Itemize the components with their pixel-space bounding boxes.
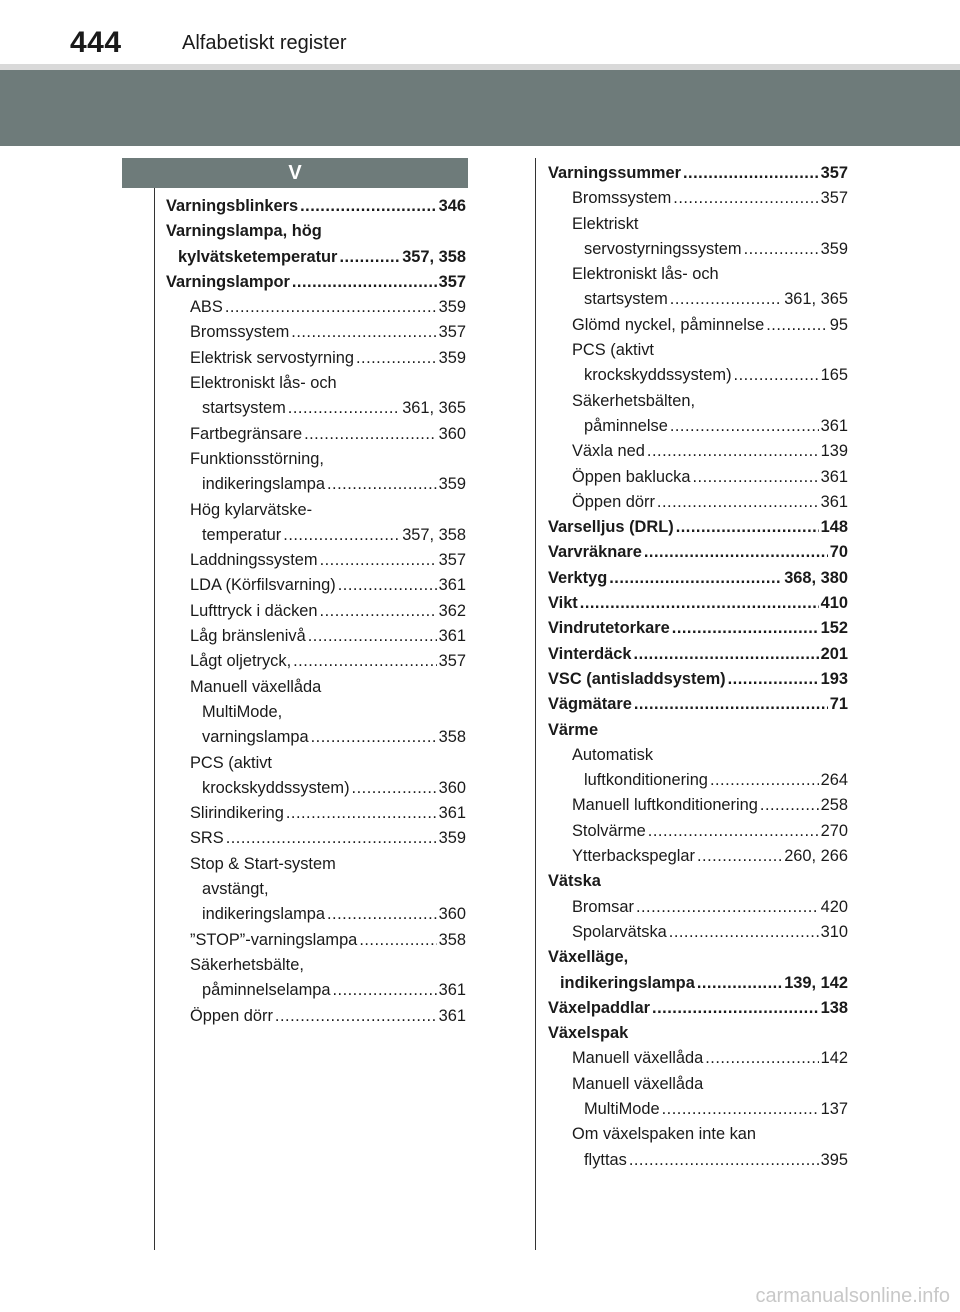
- index-entry: [548, 186, 848, 211]
- leader-dots: [697, 844, 782, 869]
- leader-dots: [634, 642, 819, 667]
- page-reference: 70: [829, 543, 848, 562]
- index-term: MultiMode: [584, 1099, 660, 1118]
- page-reference: 357, 358: [402, 247, 466, 266]
- index-entry: [166, 624, 466, 649]
- page-reference: 357: [820, 164, 848, 182]
- index-term: Elektroniskt lås- och: [572, 265, 719, 284]
- leader-dots: [673, 186, 818, 211]
- leader-dots: [226, 826, 437, 851]
- leader-dots: [308, 624, 437, 649]
- index-entry: [166, 649, 466, 674]
- leader-dots: [634, 692, 828, 717]
- index-entry: [166, 498, 466, 523]
- page-number: 444: [70, 26, 122, 59]
- index-term: Ytterbackspeglar: [572, 847, 695, 866]
- page-reference: 264: [820, 771, 848, 790]
- index-entry: [548, 869, 848, 894]
- index-term: Växla ned: [572, 442, 645, 461]
- page-reference: 395: [820, 1150, 848, 1169]
- index-term: ”STOP”-varningslampa: [190, 930, 358, 949]
- index-term: Värme: [548, 720, 599, 739]
- leader-dots: [697, 971, 782, 996]
- page-reference: 71: [829, 695, 848, 714]
- index-entry: [548, 439, 848, 464]
- index-term: Manuell växellåda: [572, 1074, 704, 1093]
- index-entry: [548, 389, 848, 414]
- index-term: Lågt oljetryck,: [190, 652, 292, 671]
- index-entry: [548, 287, 848, 312]
- page-reference: 270: [820, 821, 848, 840]
- index-entry: [166, 751, 466, 776]
- index-entry: [548, 692, 848, 717]
- page-reference: 361: [438, 981, 466, 1000]
- index-term: Öppen dörr: [572, 492, 655, 511]
- index-term: Varningssummer: [548, 164, 681, 182]
- index-term: Öppen baklucka: [572, 467, 691, 486]
- leader-dots: [327, 472, 437, 497]
- page-reference: 359: [438, 348, 466, 367]
- page-reference: 258: [820, 796, 848, 815]
- index-term: Glömd nyckel, påminnelse: [572, 315, 765, 334]
- index-entry: [548, 667, 848, 692]
- index-term: Laddningssystem: [190, 551, 318, 570]
- index-term: Växelspak: [548, 1024, 629, 1043]
- index-term: Varvräknare: [548, 543, 642, 562]
- page-reference: 201: [820, 644, 848, 663]
- page-reference: 359: [438, 829, 466, 848]
- index-entry: [548, 1148, 848, 1173]
- leader-dots: [275, 1004, 437, 1029]
- index-entry: [548, 768, 848, 793]
- page-reference: 361: [438, 1006, 466, 1025]
- index-term: Bromssystem: [572, 189, 672, 208]
- index-entry: [166, 978, 466, 1003]
- leader-dots: [288, 396, 400, 421]
- index-term: Låg bränslenivå: [190, 627, 306, 646]
- index-term: Spolarvätska: [572, 922, 667, 941]
- leader-dots: [670, 414, 819, 439]
- leader-dots: [352, 776, 437, 801]
- right-index-column: [548, 161, 848, 1173]
- index-entry: [548, 1021, 848, 1046]
- page-reference: 357: [438, 551, 466, 570]
- leader-dots: [648, 819, 819, 844]
- index-entry: [548, 1097, 848, 1122]
- index-entry: [548, 237, 848, 262]
- index-term: Säkerhetsbälte,: [190, 955, 304, 974]
- page-reference: 410: [820, 594, 848, 613]
- leader-dots: [304, 422, 437, 447]
- index-term: Manuell luftkonditionering: [572, 796, 758, 815]
- index-term: Funktionsstörning,: [190, 449, 324, 468]
- index-entry: [548, 945, 848, 970]
- page-reference: 165: [820, 366, 848, 385]
- index-term: Varselljus (DRL): [548, 518, 674, 537]
- page-reference: 357: [820, 189, 848, 208]
- index-entry: [548, 591, 848, 616]
- index-term: Vägmätare: [548, 695, 632, 714]
- index-entry: [166, 826, 466, 851]
- page-reference: 361: [820, 416, 848, 435]
- index-entry: [548, 718, 848, 743]
- index-term: luftkonditionering: [584, 771, 708, 790]
- page-reference: 142: [820, 1049, 848, 1068]
- index-entry: [548, 844, 848, 869]
- index-entry: [548, 642, 848, 667]
- leader-dots: [292, 270, 437, 295]
- page-reference: 361: [438, 627, 466, 646]
- index-entry: [548, 566, 848, 591]
- page-reference: 357: [438, 652, 466, 671]
- leader-dots: [676, 515, 819, 540]
- index-term: Manuell växellåda: [190, 677, 322, 696]
- page-reference: 361: [820, 492, 848, 511]
- leader-dots: [359, 928, 436, 953]
- index-entry: [166, 219, 466, 244]
- page-reference: 358: [438, 930, 466, 949]
- page-reference: 138: [820, 998, 848, 1017]
- index-term: indikeringslampa: [560, 973, 695, 992]
- index-term: Manuell växellåda: [572, 1049, 704, 1068]
- index-term: Vikt: [548, 594, 578, 613]
- page-reference: 148: [820, 518, 848, 537]
- index-term: krockskyddssystem): [202, 778, 350, 797]
- index-entry: [548, 1046, 848, 1071]
- leader-dots: [766, 313, 828, 338]
- leader-dots: [657, 490, 819, 515]
- index-entry: [548, 895, 848, 920]
- index-entry: [166, 422, 466, 447]
- index-term: varningslampa: [202, 728, 309, 747]
- index-term: PCS (aktivt: [572, 341, 654, 360]
- leader-dots: [320, 548, 437, 573]
- index-term: Varningsblinkers: [166, 197, 299, 215]
- left-column-rule: [154, 188, 155, 1250]
- page-reference: 360: [438, 424, 466, 443]
- index-term: LDA (Körfilsvarning): [190, 576, 336, 595]
- leader-dots: [705, 1046, 818, 1071]
- index-entry: [166, 599, 466, 624]
- index-entry: [548, 313, 848, 338]
- leader-dots: [710, 768, 819, 793]
- page-reference: 310: [820, 922, 848, 941]
- index-entry: [166, 396, 466, 421]
- index-entry: [166, 1004, 466, 1029]
- index-term: Stop & Start-system: [190, 854, 336, 873]
- leader-dots: [734, 363, 819, 388]
- leader-dots: [692, 465, 818, 490]
- index-entry: [166, 523, 466, 548]
- index-term: servostyrningssystem: [584, 239, 742, 258]
- index-term: Vindrutetorkare: [548, 619, 670, 638]
- index-term: påminnelselampa: [202, 981, 331, 1000]
- leader-dots: [647, 439, 819, 464]
- index-entry: [166, 675, 466, 700]
- index-entry: [548, 996, 848, 1021]
- page-reference: 95: [829, 315, 848, 334]
- index-term: temperatur: [202, 525, 282, 544]
- index-term: Fartbegränsare: [190, 424, 303, 443]
- index-entry: [548, 1122, 848, 1147]
- index-entry: [548, 490, 848, 515]
- index-entry: [166, 270, 466, 295]
- leader-dots: [652, 996, 819, 1021]
- index-entry: [548, 540, 848, 565]
- page-reference: 420: [820, 897, 848, 916]
- page-reference: 368, 380: [784, 568, 848, 587]
- left-index-column: [166, 194, 466, 1029]
- index-term: Verktyg: [548, 568, 608, 587]
- index-entry: [166, 245, 466, 270]
- index-term: indikeringslampa: [202, 905, 325, 924]
- leader-dots: [286, 801, 437, 826]
- index-entry: [166, 573, 466, 598]
- leader-dots: [225, 295, 437, 320]
- index-term: PCS (aktivt: [190, 753, 272, 772]
- index-term: Elektrisk servostyrning: [190, 348, 354, 367]
- index-term: Vätska: [548, 872, 601, 891]
- leader-dots: [293, 649, 437, 674]
- index-term: Lufttryck i däcken: [190, 601, 318, 620]
- page-reference: 359: [438, 298, 466, 317]
- index-entry: [166, 953, 466, 978]
- page-reference: 360: [438, 778, 466, 797]
- page-reference: 152: [820, 619, 848, 638]
- page-reference: 360: [438, 905, 466, 924]
- index-term: Elektroniskt lås- och: [190, 374, 337, 393]
- index-term: Automatisk: [572, 745, 654, 764]
- index-term: krockskyddssystem): [584, 366, 732, 385]
- index-entry: [166, 295, 466, 320]
- leader-dots: [670, 287, 782, 312]
- index-entry: [166, 852, 466, 877]
- page-reference: 361: [820, 467, 848, 486]
- index-term: MultiMode,: [202, 702, 283, 721]
- index-term: Hög kylarvätske-: [190, 500, 313, 519]
- index-entry: [548, 161, 848, 186]
- index-term: påminnelse: [584, 416, 668, 435]
- leader-dots: [300, 194, 437, 219]
- leader-dots: [291, 320, 436, 345]
- index-entry: [548, 819, 848, 844]
- leader-dots: [311, 725, 437, 750]
- index-term: Bromssystem: [190, 323, 290, 342]
- index-term: Växelpaddlar: [548, 998, 651, 1017]
- index-term: Om växelspaken inte kan: [572, 1125, 757, 1144]
- page-reference: 359: [438, 475, 466, 494]
- index-entry: [548, 338, 848, 363]
- right-column-rule: [535, 158, 536, 1250]
- index-term: kylvätsketemperatur: [178, 247, 338, 266]
- index-term: startsystem: [584, 290, 668, 309]
- index-entry: [166, 725, 466, 750]
- index-entry: [548, 262, 848, 287]
- index-term: Slirindikering: [190, 804, 284, 823]
- index-entry: [166, 877, 466, 902]
- page-reference: 358: [438, 728, 466, 747]
- leader-dots: [636, 895, 819, 920]
- index-entry: [166, 447, 466, 472]
- page-reference: 357: [438, 272, 466, 291]
- page-reference: 357: [438, 323, 466, 342]
- leader-dots: [580, 591, 819, 616]
- index-entry: [548, 793, 848, 818]
- index-term: Öppen dörr: [190, 1006, 273, 1025]
- index-entry: [548, 363, 848, 388]
- page-reference: 137: [820, 1099, 848, 1118]
- index-term: flyttas: [584, 1150, 627, 1169]
- leader-dots: [672, 616, 819, 641]
- index-entry: [548, 616, 848, 641]
- leader-dots: [669, 920, 819, 945]
- leader-dots: [744, 237, 819, 262]
- leader-dots: [320, 599, 437, 624]
- section-letter: V: [122, 158, 468, 188]
- page-reference: 361: [438, 804, 466, 823]
- leader-dots: [283, 523, 400, 548]
- index-term: Elektriskt: [572, 214, 639, 233]
- page-title: Alfabetiskt register: [182, 32, 347, 54]
- index-entry: [166, 371, 466, 396]
- leader-dots: [338, 573, 437, 598]
- page-reference: 139: [820, 442, 848, 461]
- page-reference: 362: [438, 601, 466, 620]
- index-entry: [166, 346, 466, 371]
- index-entry: [548, 465, 848, 490]
- index-entry: [166, 776, 466, 801]
- index-term: avstängt,: [202, 880, 269, 899]
- index-entry: [548, 212, 848, 237]
- index-entry: [166, 472, 466, 497]
- page-reference: 361, 365: [402, 399, 466, 418]
- page-reference: 359: [820, 239, 848, 258]
- index-entry: [548, 515, 848, 540]
- index-entry: [166, 700, 466, 725]
- page-reference: 346: [438, 197, 466, 215]
- leader-dots: [644, 540, 828, 565]
- index-entry: [166, 548, 466, 573]
- header-banner: [0, 70, 960, 146]
- page-reference: 260, 266: [784, 847, 848, 866]
- index-term: Säkerhetsbälten,: [572, 391, 696, 410]
- leader-dots: [760, 793, 819, 818]
- index-term: VSC (antisladdsystem): [548, 669, 726, 688]
- index-entry: [166, 320, 466, 345]
- leader-dots: [332, 978, 436, 1003]
- index-entry: [166, 801, 466, 826]
- index-term: Vinterdäck: [548, 644, 632, 663]
- index-term: ABS: [190, 298, 223, 317]
- index-term: startsystem: [202, 399, 286, 418]
- leader-dots: [609, 566, 782, 591]
- index-term: Bromsar: [572, 897, 634, 916]
- index-entry: [548, 920, 848, 945]
- index-entry: [166, 928, 466, 953]
- index-term: Stolvärme: [572, 821, 646, 840]
- page-reference: 139, 142: [784, 973, 848, 992]
- leader-dots: [629, 1148, 819, 1173]
- leader-dots: [662, 1097, 819, 1122]
- page-reference: 361: [438, 576, 466, 595]
- index-entry: [166, 902, 466, 927]
- leader-dots: [683, 161, 819, 186]
- leader-dots: [356, 346, 437, 371]
- index-term: Varningslampa, hög: [166, 222, 322, 241]
- index-term: indikeringslampa: [202, 475, 325, 494]
- index-entry: [548, 414, 848, 439]
- page-reference: 357, 358: [402, 525, 466, 544]
- index-entry: [166, 194, 466, 219]
- page-reference: 361, 365: [784, 290, 848, 309]
- watermark: carmanualsonline.info: [755, 1285, 950, 1307]
- index-term: Växelläge,: [548, 948, 629, 967]
- page-reference: 193: [820, 669, 848, 688]
- index-entry: [548, 971, 848, 996]
- leader-dots: [339, 245, 400, 270]
- leader-dots: [728, 667, 819, 692]
- index-entry: [548, 1072, 848, 1097]
- leader-dots: [327, 902, 437, 927]
- index-term: Varningslampor: [166, 272, 290, 291]
- index-term: SRS: [190, 829, 224, 848]
- index-entry: [548, 743, 848, 768]
